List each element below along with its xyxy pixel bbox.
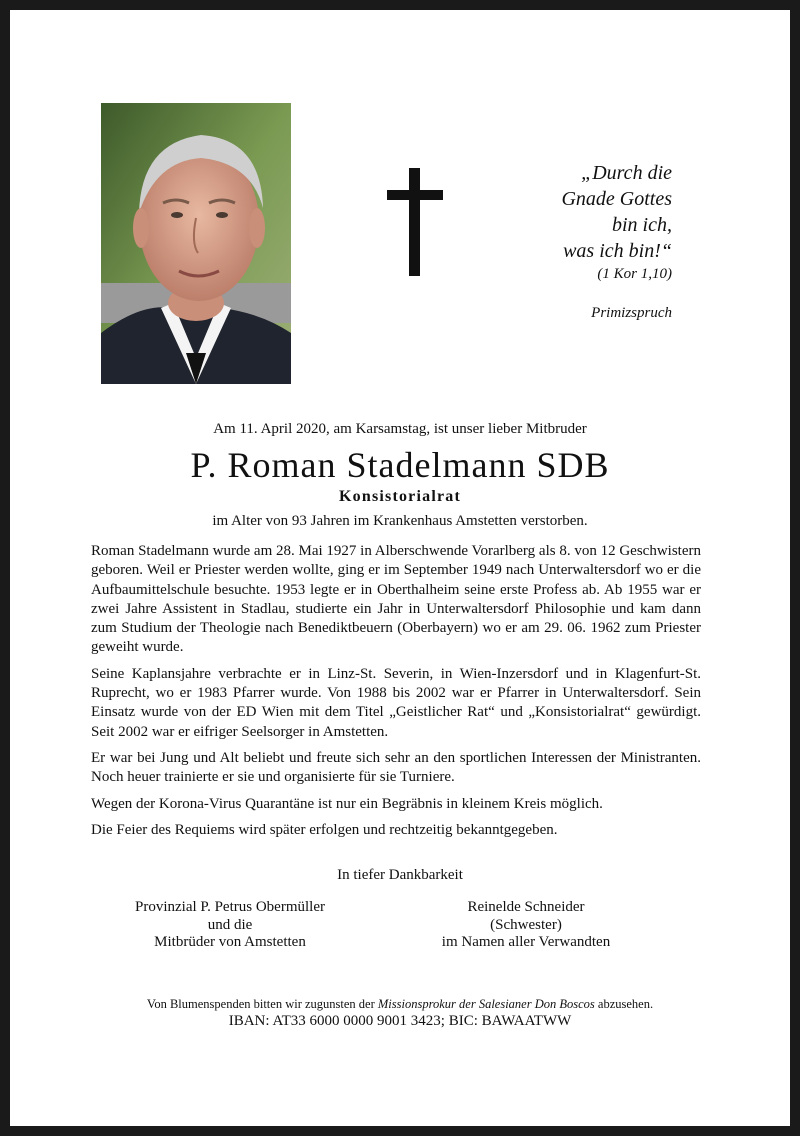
cross-icon [387,168,443,276]
quote-line: was ich bin!“ [563,240,672,262]
signature-left [90,899,370,952]
signature-line: Mitbrüder von Amstetten [154,934,306,950]
quote-line: „Durch die [581,162,672,184]
body-paragraph: Wegen der Korona-Virus Quarantäne ist nur ein Begräbnis in kleinem Kreis möglich. [91,795,603,812]
thanks-line: In tiefer Dankbarkeit [337,867,463,883]
bank-details: IBAN: AT33 6000 0000 9001 3423; BIC: BAWAATWW [228,1013,572,1029]
donation-text-end: abzusehen. [594,997,654,1011]
honorary-title: Konsistorialrat [339,488,461,505]
biography [91,542,701,847]
portrait-photo [101,103,291,384]
signature-line: Provinzial P. Petrus Obermüller [135,899,325,915]
signature-line: (Schwester) [490,916,562,933]
deceased-name: P. Roman Stadelmann SDB [190,445,610,485]
signature-line: Reinelde Schneider [467,899,585,915]
quote-reference: (1 Kor 1,10) [597,266,672,282]
quote-line: Gnade Gottes [561,188,672,210]
signature-line: und die [207,916,253,933]
donation-note [0,997,800,1012]
body-paragraph: Die Feier des Requiems wird später erfolgen und rechtzeitig bekanntgegeben. [91,821,558,838]
donation-organization: Missionsprokur der Salesianer Don Boscos [377,997,595,1011]
signature-right [386,899,666,952]
body-paragraph: Roman Stadelmann wurde am 28. Mai 1927 in Alberschwende Vorarlberg als 8. von 12 Geschwistern geboren. Weil er Priester werden wollte, ging er im September 1949 nach Unterwaltersdorf wo er die Aufbaumittelschule besuchte. 1953 legte er in Oberthalheim seine erste Profess ab. Ab 1955 war er zwei Jahre Assistent in Stadlau, studierte ein Jahr in Unterwaltersdorf Philosophie und kam dann zum Studium der Theologie nach Benediktbeuern (Oberbayern) wo er am 29. 06. 1962 zum Priester geweiht wurde. [91,543,701,656]
signature-line: im Namen aller Verwandten [441,934,611,950]
body-paragraph: Er war bei Jung und Alt beliebt und freute sich sehr an den sportlichen Interessen der Ministranten. Noch heuer trainierte er sie und organisierte für sie Turniere. [91,749,701,786]
body-paragraph: Seine Kaplansjahre verbrachte er in Linz-St. Severin, in Wien-Inzersdorf und in Klagenfurt-St. Ruprecht, wo er 1983 Pfarrer wurde. Von 1988 bis 2002 war er Pfarrer in Unterwaltersdorf. Sein Einsatz wurde von der ED Wien mit dem Titel „Geistlicher Rat“ und „Konsistorialrat“ gewürdigt. Seit 2002 war er eifriger Seelsorger in Amstetten. [91,665,701,740]
primiz-quote [561,160,672,323]
intro-line: Am 11. April 2020, am Karsamstag, ist unser lieber Mitbruder [213,421,587,437]
age-line: im Alter von 93 Jahren im Krankenhaus Amstetten verstorben. [212,513,588,529]
quote-label: Primizspruch [591,305,672,321]
quote-line: bin ich, [612,214,672,236]
donation-text: Von Blumenspenden bitten wir zugunsten der [146,997,378,1011]
